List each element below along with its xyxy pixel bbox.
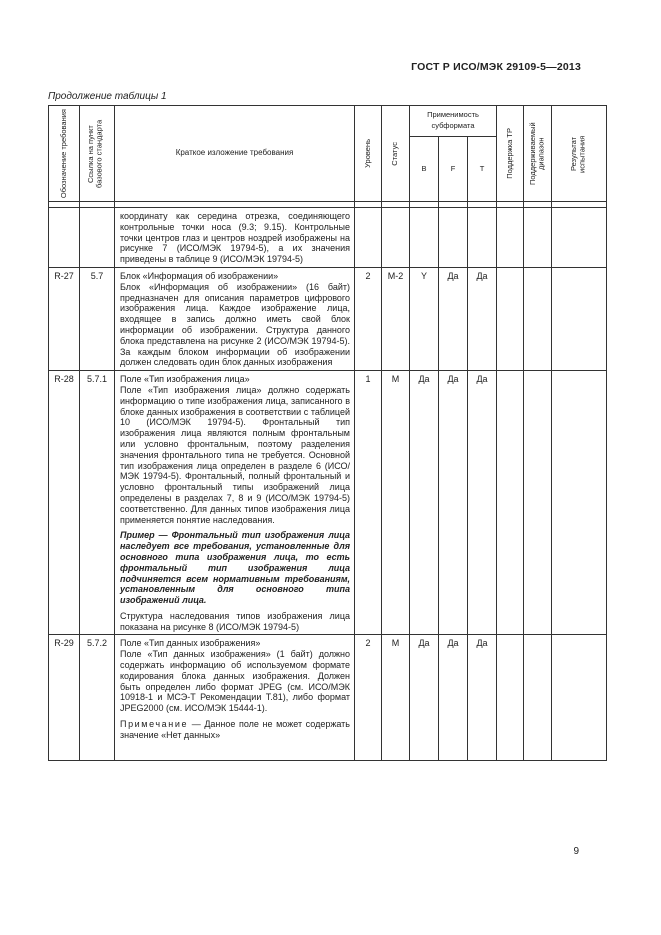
col-header-applicability: Применимость субформата — [410, 106, 497, 137]
col-header-t: T — [468, 137, 497, 202]
example-text: Пример — Фронтальный тип изображения лица наследует все требования, установленные для основного типа изображения лица, то есть фронтальный тип изображения лица подчиняется всем нормативным требованиям, установленным для основного типа изображений лица. — [120, 530, 350, 606]
col-header-level: Уровень — [355, 106, 382, 202]
requirement-summary: Блок «Информация об изображении» Блок «Информация об изображении» (16 байт) предназначен для описания параметров цифрового изображения лица. Каждое изображение лица, входящее в запись должно иметь свой блок информации об изображении. Структура данного блока представлена на рисунке 2 (ИСО/МЭК 19794-5). За каждым блоком информации об изображении должен следовать один блок данных изображения — [115, 267, 355, 370]
table-continuation-caption: Продолжение таблицы 1 — [48, 91, 167, 102]
note-text: Примечание — Данное поле не может содержать значение «Нет данных» — [120, 719, 350, 740]
table-row: R-27 5.7 Блок «Информация об изображении» Блок «Информация об изображении» (16 байт) предназначен для описания параметров цифрового изображения лица. Каждое изображение лица, входящее в запись должно иметь свой блок информации об изображении. Структура данного блока представлена на рисунке 2 (ИСО/МЭК 19794-5). За каждым блоком информации об изображении должен следовать один блок данных изображения 2 М-2 Y Да Да — [49, 267, 607, 370]
requirement-id: R-28 — [49, 371, 80, 635]
col-header-summary: Краткое изложение требования — [115, 106, 355, 202]
col-header-status: Статус — [382, 106, 410, 202]
requirement-id: R-27 — [49, 267, 80, 370]
requirements-table — [48, 105, 607, 761]
requirement-ref: 5.7 — [80, 267, 115, 370]
requirement-summary: Поле «Тип данных изображения» Поле «Тип данных изображения» (1 байт) должно содержать информацию об используемом формате кодирования блока данных изображения. Должен быть определен либо формат JPEG (см. ИСО/МЭК 10918-1 и МСЭ-Т Рекомендации Т.81), либо формат JPEG2000 (см. ИСО/МЭК 15444-1). Примечание — Данное поле не может содержать значение «Нет данных» — [115, 635, 355, 761]
requirement-id: R-29 — [49, 635, 80, 761]
col-header-ref: Ссылка на пункт базового стандарта — [80, 106, 115, 202]
table-row: R-28 5.7.1 Поле «Тип изображения лица» Поле «Тип изображения лица» должно содержать информацию о типе изображения лица, записанного в блоке данных изображения в соответствии с таблицей 10 (ИСО/МЭК 19794-5). Фронтальный тип изображения лица являются полным фронтальным или условно фронтальным, поэтому разделения значения фронтального типа не требуется. Основной тип изображения лица определен в разделе 6 (ИСО/МЭК 19794-5). Фронтальный, полный фронтальный и условно фронтальный типы изображений лица определены в разделах 7, 8 и 9 (ИСО/МЭК 19794-5) соответственно. Для данных типов изображения лица применяется понятие наследования. Пример — Фронтальный тип изображения лица наследует все требования, установленные для основного типа изображения лица, то есть фронтальный тип изображения лица подчиняется всем нормативным требованиям, установленным для основного типа изображений лица. Структура наследования типов изображения лица показана на рисунке 8 (ИСО/МЭК 19794-5) 1 М Да Да Да — [49, 371, 607, 635]
requirement-ref: 5.7.1 — [80, 371, 115, 635]
requirement-ref: 5.7.2 — [80, 635, 115, 761]
col-header-b: B — [410, 137, 439, 202]
col-header-test-result: Результат испытания — [552, 106, 607, 202]
page-number: 9 — [573, 846, 579, 857]
standard-title: ГОСТ Р ИСО/МЭК 29109-5—2013 — [411, 61, 581, 73]
col-header-f: F — [439, 137, 468, 202]
col-header-supported-range: Поддерживаемый диапазон — [524, 106, 552, 202]
col-header-id: Обозначение требования — [49, 106, 80, 202]
requirement-summary: Поле «Тип изображения лица» Поле «Тип изображения лица» должно содержать информацию о типе изображения лица, записанного в блоке данных изображения в соответствии с таблицей 10 (ИСО/МЭК 19794-5). Фронтальный тип изображения лица являются полным фронтальным или условно фронтальным, поэтому разделения значения фронтального типа не требуется. Основной тип изображения лица определен в разделе 6 (ИСО/МЭК 19794-5). Фронтальный, полный фронтальный и условно фронтальный типы изображений лица определены в разделах 7, 8 и 9 (ИСО/МЭК 19794-5) соответственно. Для данных типов изображения лица применяется понятие наследования. Пример — Фронтальный тип изображения лица наследует все требования, установленные для основного типа изображения лица, то есть фронтальный тип изображения лица подчиняется всем нормативным требованиям, установленным для основного типа изображений лица. Структура наследования типов изображения лица показана на рисунке 8 (ИСО/МЭК 19794-5) — [115, 371, 355, 635]
table-row: координату как середина отрезка, соединяющего контрольные точки носа (9.3; 9.15). Контрольные точки центров глаз и центров ноздрей изображены на рисунке 7 (ИСО/МЭК 19794-5), а их значения приведены в таблице 9 (ИСО/МЭК 19794-5) — [49, 208, 607, 268]
col-header-tp-support: Поддержка TP — [497, 106, 524, 202]
table-row: R-29 5.7.2 Поле «Тип данных изображения» Поле «Тип данных изображения» (1 байт) должно содержать информацию об используемом формате кодирования блока данных изображения. Должен быть определен либо формат JPEG (см. ИСО/МЭК 10918-1 и МСЭ-Т Рекомендации Т.81), либо формат JPEG2000 (см. ИСО/МЭК 15444-1). Примечание — Данное поле не может содержать значение «Нет данных» 2 М Да Да Да — [49, 635, 607, 761]
